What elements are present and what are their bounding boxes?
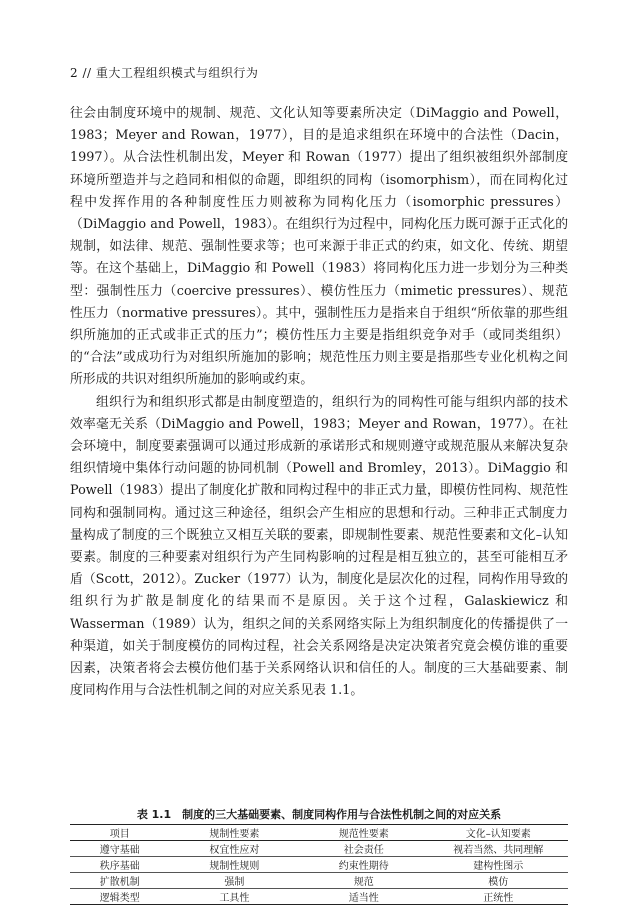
paragraph: 往会由制度环境中的规制、规范、文化认知等要素所决定（DiMaggio and Powell，1983；Meyer and Rowan，1977），目的是追求组织在环境中的合法性（Dacin，1997）。从合法性机制出发，Meyer 和 Rowan（1977）提出了组织被组织外部制度环境所塑造并与之趋同和相似的命题，即组织的同构（isomorphism），而在同构化过程中发挥作用的各种制度性压力则被称为同构化压力（isomorphic pressures）（DiMaggio and Powell，1983）。在组织行为过程中，同构化压力既可源于正式化的规制，如法律、规范、强制性要求等；也可来源于非正式的约束，如文化、传统、期望等。在这个基础上，DiMaggio 和 Powell（1983）将同构化压力进一步划分为三种类型：强制性压力（coercive pressures）、模仿性压力（mimetic pressures）、规范性压力（normative pressures）。其中，强制性压力是指来自于组织“所依靠的那些组织所施加的正式或非正式的压力”；模仿性压力主要是指组织竞争对手（或同类组织）的“合法”或成功行为对组织所施加的影响；规范性压力则主要是指那些专业化机构之间所形成的共识对组织所施加的影响或约束。 bbox=[70, 106, 568, 388]
table-header-cell: 项目 bbox=[70, 825, 170, 841]
table-header-cell: 规范性要素 bbox=[299, 825, 428, 841]
table-cell: 秩序基础 bbox=[70, 857, 170, 873]
table-row bbox=[70, 841, 568, 857]
running-header: 2 // 重大工程组织模式与组织行为 bbox=[70, 66, 259, 80]
table-header-row bbox=[70, 825, 568, 841]
table-cell: 规制性规则 bbox=[170, 857, 299, 873]
table-caption: 表 1.1 制度的三大基础要素、制度同构作用与合法性机制之间的对应关系 bbox=[136, 808, 502, 821]
table-cell: 模仿 bbox=[429, 873, 568, 889]
table-cell: 工具性 bbox=[170, 889, 299, 905]
table-header-cell: 规制性要素 bbox=[170, 825, 299, 841]
table-cell: 视若当然、共同理解 bbox=[429, 841, 568, 857]
table-cell: 逻辑类型 bbox=[70, 889, 170, 905]
body-text bbox=[70, 103, 568, 702]
table-row bbox=[70, 857, 568, 873]
table-cell: 建构性图示 bbox=[429, 857, 568, 873]
table-cell: 正统性 bbox=[429, 889, 568, 905]
paragraph: 组织行为和组织形式都是由制度塑造的，组织行为的同构性可能与组织内部的技术效率毫无关系（DiMaggio and Powell，1983；Meyer and Rowan，1977）。在社会环境中，制度要素强调可以通过形成新的承诺形式和规则遵守或规范服从来解决复杂组织情境中集体行动问题的协同机制（Powell and Bromley，2013）。DiMaggio 和 Powell（1983）提出了制度化扩散和同构过程中的非正式力量，即模仿性同构、规范性同构和强制同构。通过这三种途径，组织会产生相应的思想和行动。三种非正式制度力量构成了制度的三个既独立又相互关联的要素，即规制性要素、规范性要素和文化–认知要素。制度的三种要素对组织行为产生同构影响的过程是相互独立的，甚至可能相互矛盾（Scott，2012）。Zucker（1977）认为，制度化是层次化的过程，同构作用导致的组织行为扩散是制度化的结果而不是原因。关于这个过程，Galaskiewicz 和 Wasserman（1989）认为，组织之间的关系网络实际上为组织制度化的传播提供了一种渠道，如关于制度模仿的同构过程，社会关系网络是决定决策者究竟会模仿谁的重要因素，决策者将会去模仿他们基于关系网络认识和信任的人。制度的三大基础要素、制度同构作用与合法性机制之间的对应关系见表 1.1。 bbox=[70, 394, 568, 699]
table-cell: 强制 bbox=[170, 873, 299, 889]
table-row bbox=[70, 873, 568, 889]
table-header-cell: 文化–认知要素 bbox=[429, 825, 568, 841]
table-cell: 扩散机制 bbox=[70, 873, 170, 889]
table-cell: 遵守基础 bbox=[70, 841, 170, 857]
table-cell: 约束性期待 bbox=[299, 857, 428, 873]
table-cell: 权宜性应对 bbox=[170, 841, 299, 857]
table-cell: 规范 bbox=[299, 873, 428, 889]
table-row bbox=[70, 889, 568, 905]
table-cell: 适当性 bbox=[299, 889, 428, 905]
table-cell: 社会责任 bbox=[299, 841, 428, 857]
correspondence-table bbox=[70, 824, 568, 905]
